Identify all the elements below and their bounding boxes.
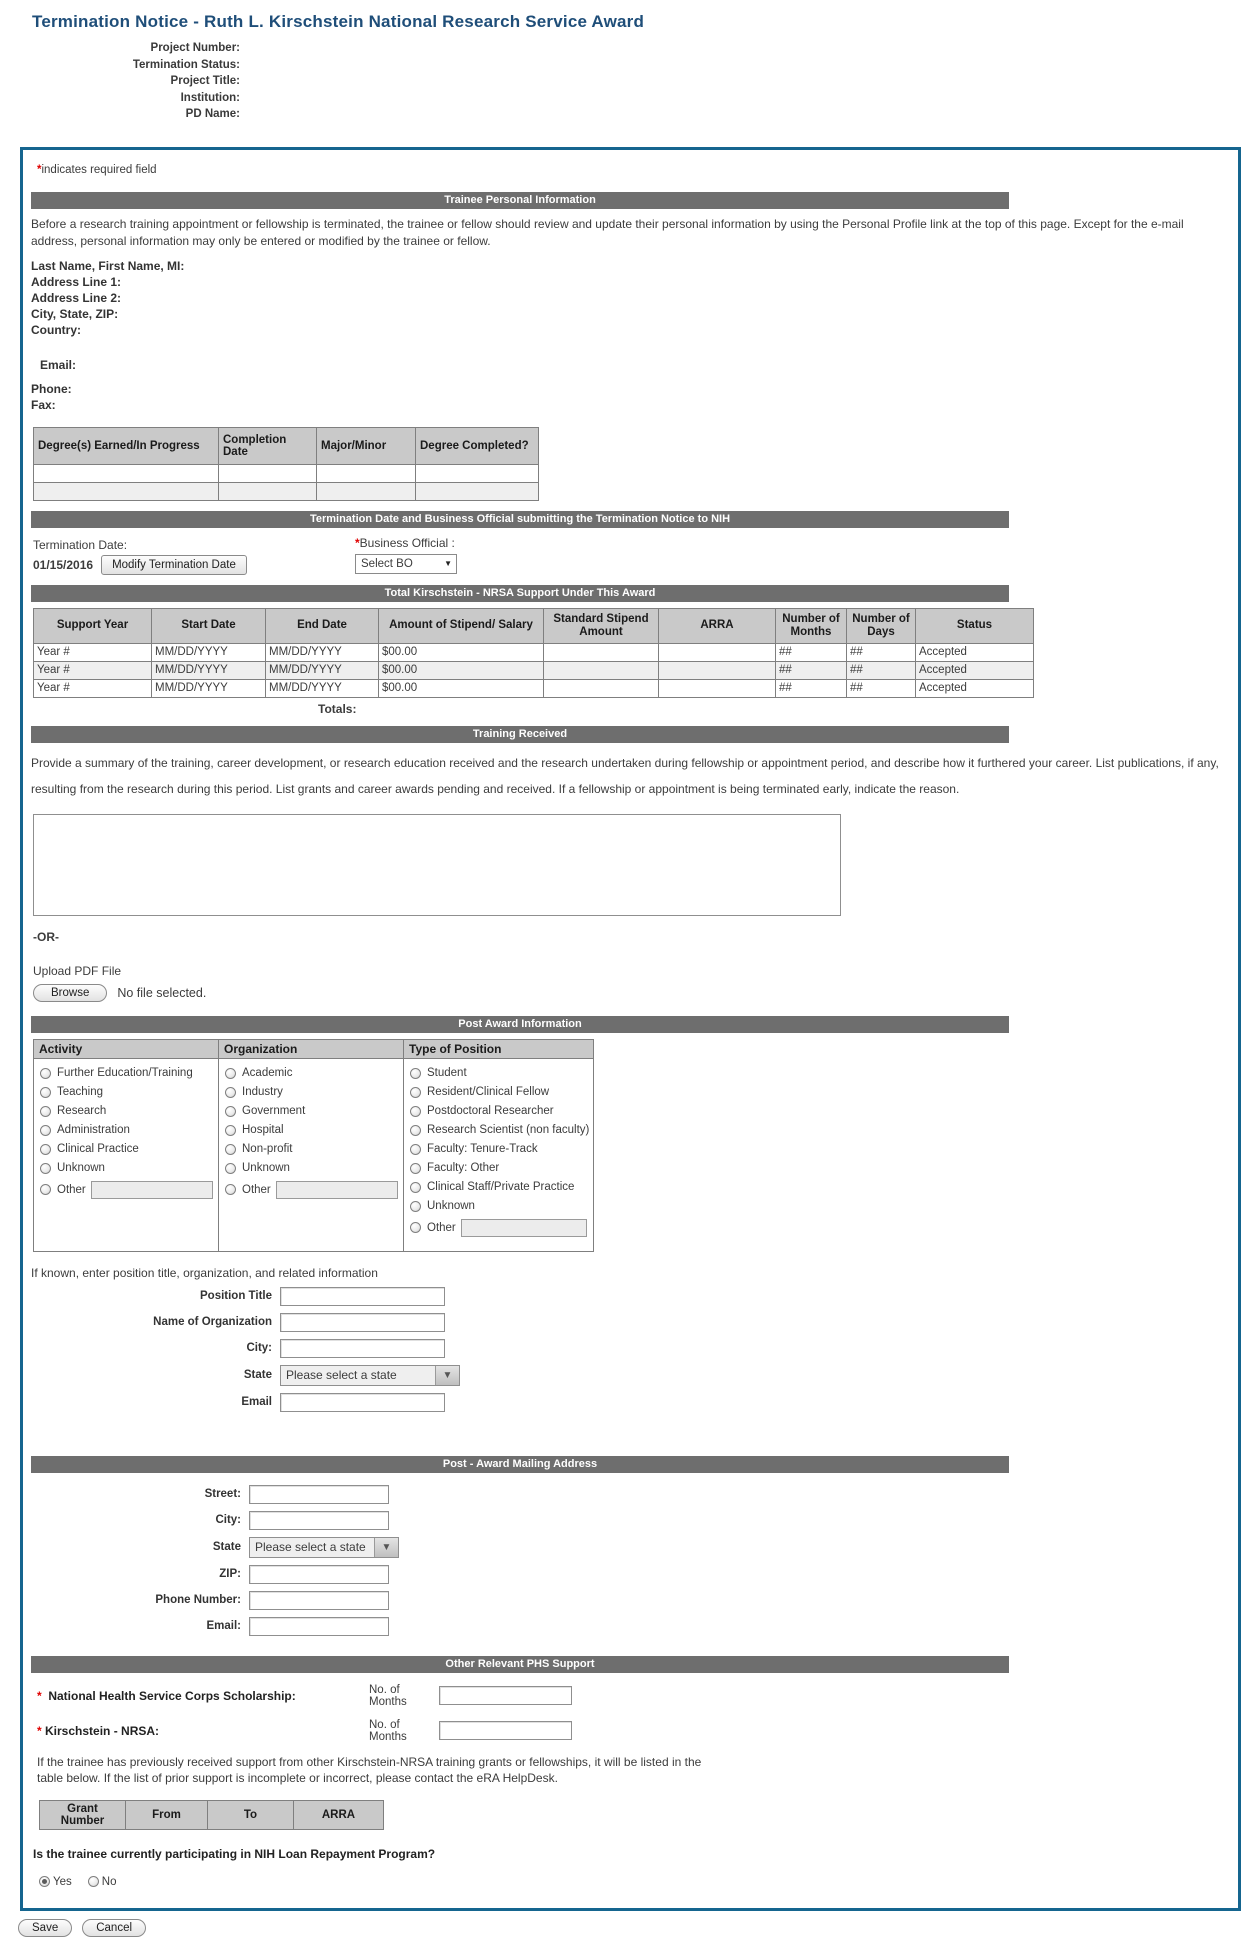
business-official-select[interactable]: Select BO ▼ xyxy=(355,554,457,574)
radio-option-org-non-profit[interactable]: Non-profit xyxy=(225,1143,400,1156)
radio-icon xyxy=(225,1163,236,1174)
if-known-note: If known, enter position title, organization, and related information xyxy=(31,1265,378,1280)
required-asterisk: * xyxy=(355,535,360,550)
radio-icon xyxy=(410,1125,421,1136)
column-header: Grant Number xyxy=(40,1800,126,1829)
radio-option-org-hospital[interactable]: Hospital xyxy=(225,1124,400,1137)
nrsa-months-input[interactable] xyxy=(439,1721,572,1740)
radio-icon xyxy=(225,1106,236,1117)
radio-option-pos-postdoctoral[interactable]: Postdoctoral Researcher xyxy=(410,1105,590,1118)
mailing-email-input[interactable] xyxy=(249,1617,389,1636)
radio-option-activity-other[interactable]: Other xyxy=(40,1181,215,1199)
browse-button[interactable]: Browse xyxy=(33,984,107,1002)
radio-icon xyxy=(40,1184,51,1195)
required-asterisk: * xyxy=(37,1723,42,1738)
label-address-line-1: Address Line 1: xyxy=(31,274,122,289)
nhsc-label: * National Health Service Corps Scholarship: xyxy=(37,1688,296,1703)
radio-icon xyxy=(410,1144,421,1155)
mailing-state-select[interactable]: Please select a state ▼ xyxy=(249,1537,399,1558)
radio-option-pos-unknown[interactable]: Unknown xyxy=(410,1200,590,1213)
termination-date-label: Termination Date: xyxy=(33,537,128,552)
or-separator: -OR- xyxy=(33,929,59,944)
radio-icon xyxy=(410,1106,421,1117)
section-header-trainee-personal-information: Trainee Personal Information xyxy=(31,192,1009,209)
training-description: Provide a summary of the training, career development, or research education received and the research undertaken during fellowship or appointment period, and describe how it furthered your career. List publications, if any, resulting from the research during this period. List grants and career awards pending and received. If a fellowship or appointment is being terminated early, indicate the reason. xyxy=(31,755,1219,796)
street-label: Street: xyxy=(204,1488,241,1500)
column-header: Status xyxy=(916,608,1034,643)
radio-option-pos-faculty-other[interactable]: Faculty: Other xyxy=(410,1162,590,1175)
table-row xyxy=(34,464,539,482)
required-asterisk: * xyxy=(37,1688,42,1703)
post-award-table xyxy=(33,1039,594,1252)
radio-icon xyxy=(40,1087,51,1098)
column-header-organization: Organization xyxy=(219,1039,404,1058)
position-other-input[interactable] xyxy=(461,1219,587,1237)
radio-icon xyxy=(40,1163,51,1174)
radio-option-pos-student[interactable]: Student xyxy=(410,1067,590,1080)
radio-option-org-unknown[interactable]: Unknown xyxy=(225,1162,400,1175)
chevron-down-icon: ▼ xyxy=(435,1366,459,1385)
radio-icon xyxy=(410,1222,421,1233)
label-fax: Fax: xyxy=(31,397,56,412)
state-label: State xyxy=(243,1369,272,1381)
business-official-label: Business Official : xyxy=(359,535,455,550)
radio-icon xyxy=(225,1087,236,1098)
table-row xyxy=(34,482,539,500)
mailing-state-label: State xyxy=(212,1541,241,1553)
organization-other-input[interactable] xyxy=(276,1181,398,1199)
radio-icon xyxy=(225,1144,236,1155)
position-title-label: Position Title xyxy=(200,1290,272,1302)
column-header: Amount of Stipend/ Salary xyxy=(379,608,544,643)
column-header: ARRA xyxy=(294,1800,384,1829)
column-header: Standard Stipend Amount xyxy=(544,608,659,643)
radio-icon xyxy=(225,1184,236,1195)
column-header: Completion Date xyxy=(219,427,317,464)
radio-icon xyxy=(40,1144,51,1155)
required-asterisk: * xyxy=(37,163,42,176)
column-header: Number of Months xyxy=(776,608,847,643)
support-table xyxy=(33,608,1034,698)
termination-date-value: 01/15/2016 xyxy=(33,557,94,572)
radio-option-org-industry[interactable]: Industry xyxy=(225,1086,400,1099)
label-name: Last Name, First Name, MI: xyxy=(31,258,185,273)
table-row: Year # MM/DD/YYYY MM/DD/YYYY $00.00 ## ## Accepted xyxy=(34,679,1034,697)
state-select[interactable]: Please select a state ▼ xyxy=(280,1365,460,1386)
upload-pdf-label: Upload PDF File xyxy=(33,963,122,978)
position-options xyxy=(404,1058,594,1251)
required-note: *indicates required field xyxy=(37,163,157,176)
label-phone: Phone: xyxy=(31,381,72,396)
radio-icon xyxy=(39,1876,50,1887)
loan-yes-radio[interactable]: Yes xyxy=(39,1876,72,1888)
radio-icon xyxy=(88,1876,99,1887)
column-header-activity: Activity xyxy=(34,1039,219,1058)
radio-icon xyxy=(410,1087,421,1098)
radio-icon xyxy=(225,1068,236,1079)
totals-label: Totals: xyxy=(318,701,357,716)
radio-icon xyxy=(225,1125,236,1136)
organization-name-label: Name of Organization xyxy=(153,1316,272,1328)
organization-name-input[interactable] xyxy=(280,1313,445,1332)
meta-label-pd-name: PD Name: xyxy=(185,108,240,120)
mailing-city-label: City: xyxy=(215,1514,241,1526)
phone-number-label: Phone Number: xyxy=(155,1594,241,1606)
label-address-line-2: Address Line 2: xyxy=(31,290,122,305)
prior-support-note: If the trainee has previously received support from other Kirschstein-NRSA training grants or fellowships, it will be listed in the table below. If the list of prior support is incomplete or incorrect, please contact the eRA HelpDesk. xyxy=(37,1754,702,1785)
table-row: Year # MM/DD/YYYY MM/DD/YYYY $00.00 ## ## Accepted xyxy=(34,643,1034,661)
section-header-post-award-information: Post Award Information xyxy=(31,1016,1009,1033)
activity-options xyxy=(34,1058,219,1251)
column-header: From xyxy=(126,1800,208,1829)
position-title-input[interactable] xyxy=(280,1287,445,1306)
nrsa-months-label: No. of Months xyxy=(369,1718,407,1743)
zip-input[interactable] xyxy=(249,1565,389,1584)
meta-label-termination-status: Termination Status: xyxy=(132,58,240,71)
column-header: Degree Completed? xyxy=(416,427,539,464)
table-row: Year # MM/DD/YYYY MM/DD/YYYY $00.00 ## ## Accepted xyxy=(34,661,1034,679)
radio-option-activity-further-education[interactable]: Further Education/Training xyxy=(40,1067,215,1080)
column-header-type-of-position: Type of Position xyxy=(404,1039,594,1058)
section-header-training-received: Training Received xyxy=(31,726,1009,743)
form-container xyxy=(20,147,1241,1911)
page-title: Termination Notice - Ruth L. Kirschstein National Research Service Award xyxy=(32,12,645,31)
label-country: Country: xyxy=(31,322,81,337)
nhsc-months-label: No. of Months xyxy=(369,1683,407,1708)
label-email: Email: xyxy=(40,357,77,372)
prior-support-table xyxy=(39,1800,384,1830)
chevron-down-icon: ▼ xyxy=(374,1538,398,1557)
radio-icon xyxy=(410,1182,421,1193)
radio-option-pos-clinical-staff[interactable]: Clinical Staff/Private Practice xyxy=(410,1181,590,1194)
column-header: End Date xyxy=(266,608,379,643)
mailing-email-label: Email: xyxy=(206,1620,241,1632)
radio-option-activity-clinical-practice[interactable]: Clinical Practice xyxy=(40,1143,215,1156)
zip-label: ZIP: xyxy=(219,1568,241,1580)
street-input[interactable] xyxy=(249,1485,389,1504)
save-button[interactable]: Save xyxy=(18,1919,72,1937)
radio-icon xyxy=(40,1106,51,1117)
radio-option-pos-research-scientist[interactable]: Research Scientist (non faculty) xyxy=(410,1124,590,1137)
chevron-down-icon: ▼ xyxy=(444,559,452,568)
modify-termination-date-button[interactable]: Modify Termination Date xyxy=(101,555,247,575)
column-header: Degree(s) Earned/In Progress xyxy=(34,427,219,464)
radio-option-org-academic[interactable]: Academic xyxy=(225,1067,400,1080)
radio-icon xyxy=(40,1068,51,1079)
trainee-description: Before a research training appointment or fellowship is terminated, the trainee or fellow should review and update their personal information by using the Personal Profile link at the top of this page. Except for the e-mail address, personal information may only be entered or modified by the trainee or fellow. xyxy=(31,216,1184,248)
meta-label-project-number: Project Number: xyxy=(150,42,240,54)
degrees-table xyxy=(33,427,539,501)
section-header-phs-support: Other Relevant PHS Support xyxy=(31,1656,1009,1673)
radio-option-activity-research[interactable]: Research xyxy=(40,1105,215,1118)
phone-number-input[interactable] xyxy=(249,1591,389,1610)
column-header: Start Date xyxy=(152,608,266,643)
mailing-city-input[interactable] xyxy=(249,1511,389,1530)
loan-no-radio[interactable]: No xyxy=(88,1876,117,1888)
email-input[interactable] xyxy=(280,1393,445,1412)
column-header: To xyxy=(208,1800,294,1829)
radio-option-activity-administration[interactable]: Administration xyxy=(40,1124,215,1137)
termination-date-group xyxy=(33,534,355,575)
activity-other-input[interactable] xyxy=(91,1181,213,1199)
organization-options xyxy=(219,1058,404,1251)
column-header: Number of Days xyxy=(847,608,916,643)
radio-option-activity-unknown[interactable]: Unknown xyxy=(40,1162,215,1175)
email-label: Email xyxy=(241,1396,272,1408)
business-official-group xyxy=(355,534,457,575)
nhsc-months-input[interactable] xyxy=(439,1686,572,1705)
award-meta xyxy=(0,40,1249,123)
no-file-text: No file selected. xyxy=(117,985,207,1000)
nrsa-label: * Kirschstein - NRSA: xyxy=(37,1723,160,1738)
meta-label-project-title: Project Title: xyxy=(170,75,240,87)
section-header-mailing-address: Post - Award Mailing Address xyxy=(31,1456,1009,1473)
column-header: Support Year xyxy=(34,608,152,643)
radio-icon xyxy=(40,1125,51,1136)
label-city-state-zip: City, State, ZIP: xyxy=(31,306,119,321)
radio-icon xyxy=(410,1201,421,1212)
radio-option-pos-other[interactable]: Other xyxy=(410,1219,590,1237)
radio-icon xyxy=(410,1163,421,1174)
city-input[interactable] xyxy=(280,1339,445,1358)
training-summary-textarea[interactable] xyxy=(33,814,841,916)
radio-option-org-other[interactable]: Other xyxy=(225,1181,400,1199)
radio-option-org-government[interactable]: Government xyxy=(225,1105,400,1118)
section-header-nrsa-support: Total Kirschstein - NRSA Support Under This Award xyxy=(31,585,1009,602)
radio-icon xyxy=(410,1068,421,1079)
meta-label-institution: Institution: xyxy=(180,91,240,104)
column-header: ARRA xyxy=(659,608,776,643)
city-label: City: xyxy=(246,1342,272,1354)
loan-repayment-question: Is the trainee currently participating in NIH Loan Repayment Program? xyxy=(33,1846,436,1861)
radio-option-activity-teaching[interactable]: Teaching xyxy=(40,1086,215,1099)
cancel-button[interactable]: Cancel xyxy=(82,1919,146,1937)
radio-option-pos-resident[interactable]: Resident/Clinical Fellow xyxy=(410,1086,590,1099)
radio-option-pos-faculty-tenure[interactable]: Faculty: Tenure-Track xyxy=(410,1143,590,1156)
column-header: Major/Minor xyxy=(317,427,416,464)
section-header-termination-date: Termination Date and Business Official submitting the Termination Notice to NIH xyxy=(31,511,1009,528)
